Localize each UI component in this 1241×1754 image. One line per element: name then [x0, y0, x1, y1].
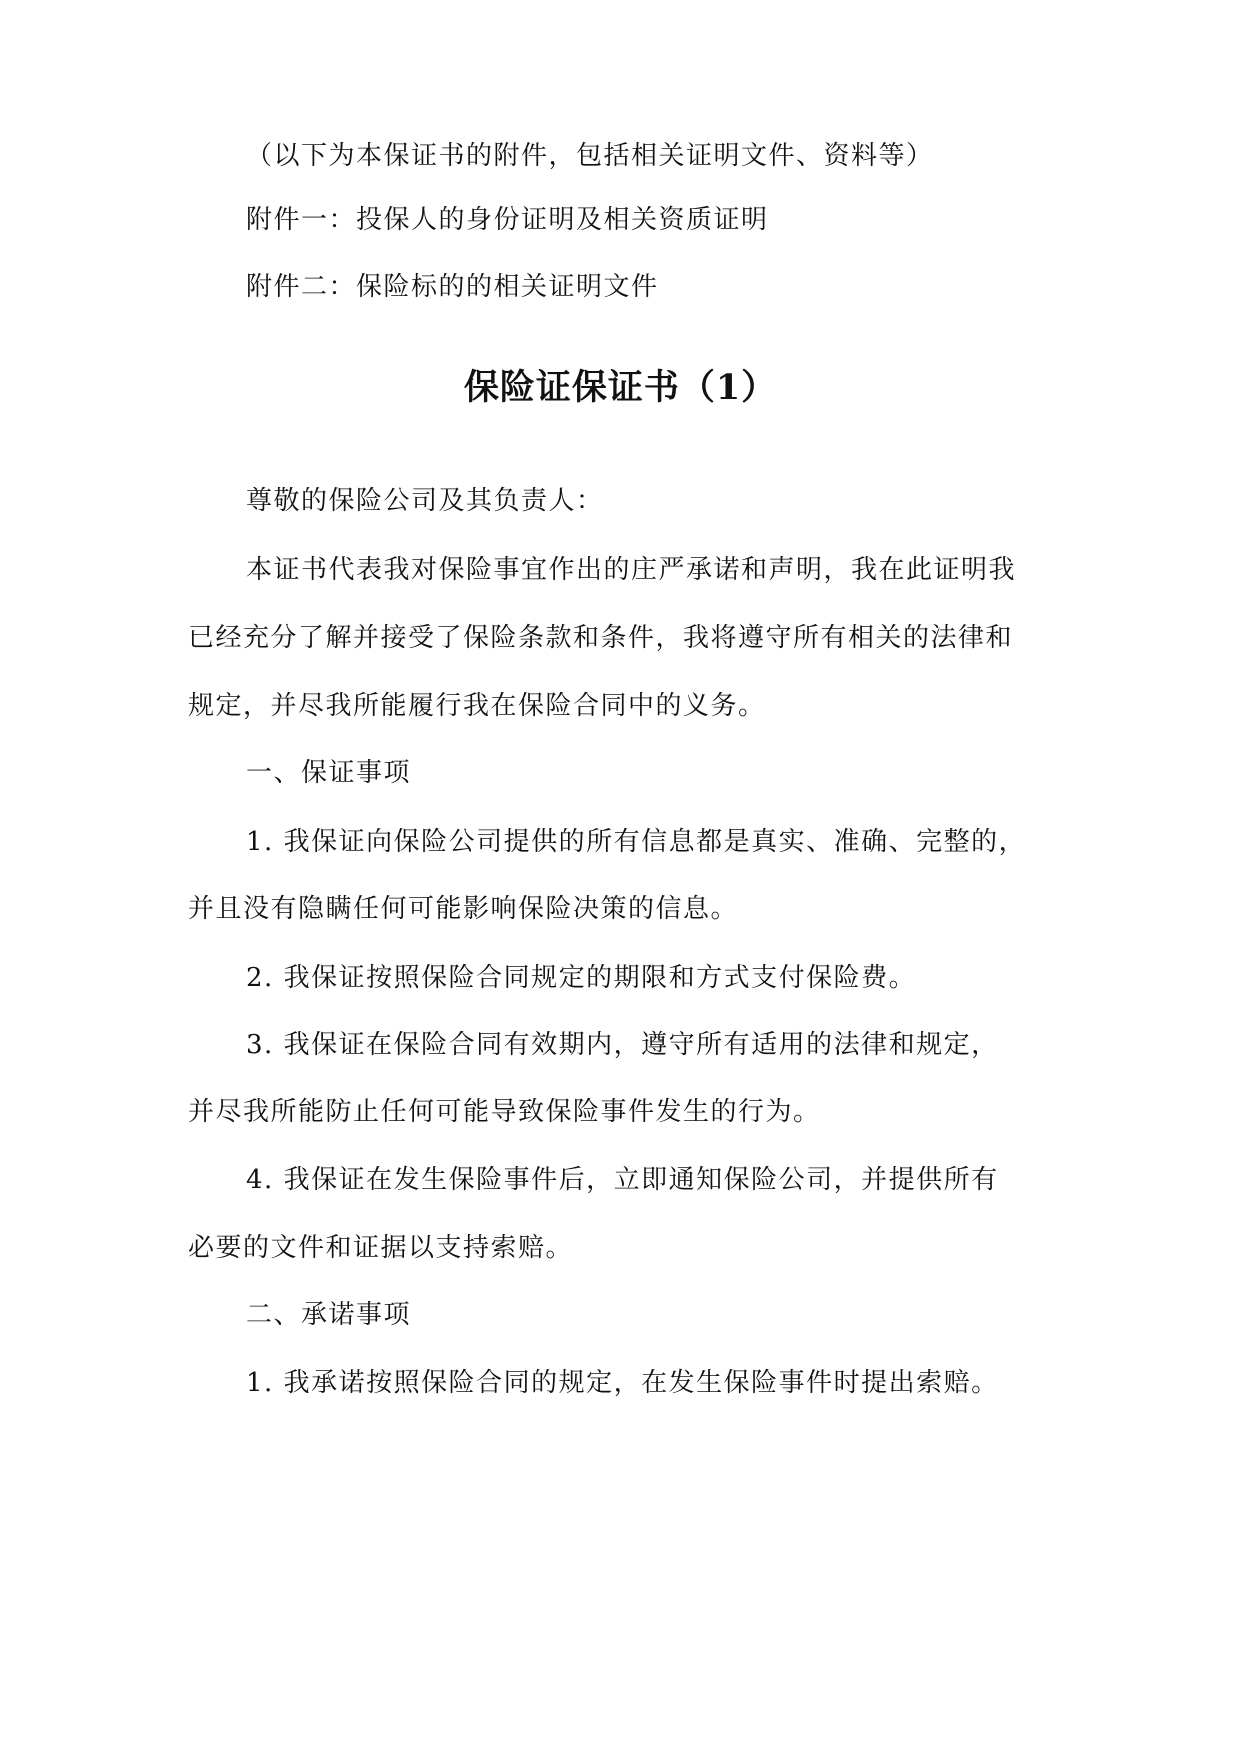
- attachment-item-1: 附件一：投保人的身份证明及相关资质证明: [246, 205, 769, 235]
- guarantee-item-1: 1. 我保证向保险公司提供的所有信息都是真实、准确、完整的，: [246, 827, 1027, 857]
- attachment-item-2: 附件二：保险标的的相关证明文件: [246, 272, 659, 302]
- commitment-item-1: 1. 我承诺按照保险合同的规定，在发生保险事件时提出索赔。: [246, 1368, 999, 1398]
- section-heading-guarantees: 一、保证事项: [246, 758, 412, 788]
- intro-paragraph-line: 本证书代表我对保险事宜作出的庄严承诺和声明，我在此证明我: [246, 555, 1017, 585]
- document-title: 保险证保证书（1）: [463, 367, 778, 408]
- guarantee-item-4-continued: 必要的文件和证据以支持索赔。: [188, 1233, 574, 1263]
- intro-paragraph-line: 已经充分了解并接受了保险条款和条件，我将遵守所有相关的法律和: [188, 623, 1014, 653]
- section-heading-commitments: 二、承诺事项: [246, 1300, 412, 1330]
- guarantee-item-4: 4. 我保证在发生保险事件后，立即通知保险公司，并提供所有: [246, 1165, 999, 1195]
- guarantee-item-2: 2. 我保证按照保险合同规定的期限和方式支付保险费。: [246, 963, 917, 993]
- attachments-note: （以下为本保证书的附件，包括相关证明文件、资料等）: [246, 141, 934, 171]
- guarantee-item-1-continued: 并且没有隐瞒任何可能影响保险决策的信息。: [188, 894, 739, 924]
- intro-paragraph-line: 规定，并尽我所能履行我在保险合同中的义务。: [188, 691, 766, 721]
- guarantee-item-3: 3. 我保证在保险合同有效期内，遵守所有适用的法律和规定，: [246, 1030, 999, 1060]
- guarantee-item-3-continued: 并尽我所能防止任何可能导致保险事件发生的行为。: [188, 1097, 821, 1127]
- salutation: 尊敬的保险公司及其负责人：: [246, 486, 604, 516]
